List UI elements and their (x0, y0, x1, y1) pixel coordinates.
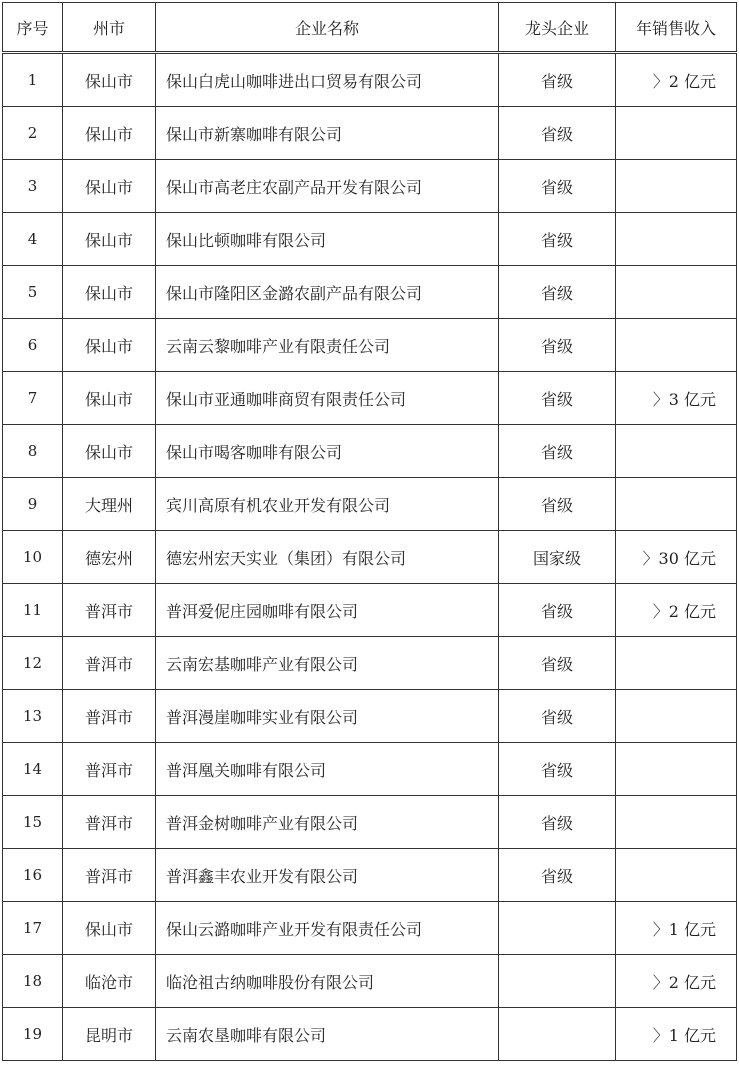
table-row (3, 743, 737, 796)
company-name-cell: 保山比顿咖啡有限公司 (156, 213, 499, 266)
table-row (3, 319, 737, 372)
table-row (3, 955, 737, 1008)
leading-level-cell: 省级 (499, 372, 616, 425)
table-row (3, 372, 737, 425)
leading-level-cell: 省级 (499, 425, 616, 478)
city-cell: 临沧市 (63, 955, 156, 1008)
table-row (3, 796, 737, 849)
annual-sales-cell (616, 743, 737, 796)
leading-level-cell: 国家级 (499, 531, 616, 584)
row-number-cell: 7 (3, 372, 63, 425)
annual-sales-cell: 〉2 亿元 (616, 53, 737, 107)
leading-level-cell: 省级 (499, 319, 616, 372)
table-row (3, 266, 737, 319)
leading-level-cell: 省级 (499, 849, 616, 902)
annual-sales-cell (616, 266, 737, 319)
annual-sales-cell (616, 425, 737, 478)
annual-sales-cell: 〉30 亿元 (616, 531, 737, 584)
row-number-cell: 16 (3, 849, 63, 902)
company-name-cell: 普洱鑫丰农业开发有限公司 (156, 849, 499, 902)
company-name-cell: 临沧祖古纳咖啡股份有限公司 (156, 955, 499, 1008)
header-serial-number: 序号 (3, 3, 63, 53)
city-cell: 保山市 (63, 319, 156, 372)
row-number-cell: 14 (3, 743, 63, 796)
table-row (3, 531, 737, 584)
city-cell: 大理州 (63, 478, 156, 531)
table-row (3, 849, 737, 902)
table-row (3, 160, 737, 213)
annual-sales-cell (616, 160, 737, 213)
company-name-cell: 保山白虎山咖啡进出口贸易有限公司 (156, 53, 499, 107)
city-cell: 普洱市 (63, 796, 156, 849)
annual-sales-cell: 〉1 亿元 (616, 902, 737, 955)
row-number-cell: 3 (3, 160, 63, 213)
header-annual-sales: 年销售收入 (616, 3, 737, 53)
leading-level-cell: 省级 (499, 743, 616, 796)
company-name-cell: 保山市隆阳区金潞农副产品有限公司 (156, 266, 499, 319)
annual-sales-cell (616, 213, 737, 266)
city-cell: 保山市 (63, 902, 156, 955)
company-name-cell: 云南云黎咖啡产业有限责任公司 (156, 319, 499, 372)
leading-level-cell: 省级 (499, 53, 616, 107)
annual-sales-cell: 〉1 亿元 (616, 1008, 737, 1061)
leading-level-cell (499, 1008, 616, 1061)
annual-sales-cell (616, 107, 737, 160)
annual-sales-cell (616, 849, 737, 902)
city-cell: 普洱市 (63, 690, 156, 743)
table-header (3, 3, 737, 53)
leading-level-cell: 省级 (499, 107, 616, 160)
company-name-cell: 保山市喝客咖啡有限公司 (156, 425, 499, 478)
leading-level-cell: 省级 (499, 478, 616, 531)
leading-level-cell: 省级 (499, 160, 616, 213)
city-cell: 保山市 (63, 266, 156, 319)
annual-sales-cell (616, 637, 737, 690)
header-leading-enterprise: 龙头企业 (499, 3, 616, 53)
header-row (3, 3, 737, 53)
table-row (3, 1008, 737, 1061)
leading-level-cell: 省级 (499, 266, 616, 319)
table-row (3, 213, 737, 266)
city-cell: 普洱市 (63, 584, 156, 637)
row-number-cell: 19 (3, 1008, 63, 1061)
row-number-cell: 1 (3, 53, 63, 107)
header-company-name: 企业名称 (156, 3, 499, 53)
company-name-cell: 保山市高老庄农副产品开发有限公司 (156, 160, 499, 213)
row-number-cell: 15 (3, 796, 63, 849)
leading-level-cell: 省级 (499, 796, 616, 849)
table-row (3, 902, 737, 955)
row-number-cell: 11 (3, 584, 63, 637)
city-cell: 保山市 (63, 425, 156, 478)
company-name-cell: 保山市新寨咖啡有限公司 (156, 107, 499, 160)
company-name-cell: 普洱漫崖咖啡实业有限公司 (156, 690, 499, 743)
city-cell: 保山市 (63, 372, 156, 425)
row-number-cell: 4 (3, 213, 63, 266)
table-body (3, 53, 737, 1061)
table-row (3, 107, 737, 160)
table-row (3, 53, 737, 107)
company-name-cell: 宾川高原有机农业开发有限公司 (156, 478, 499, 531)
enterprise-table (2, 2, 737, 1061)
company-name-cell: 普洱爱伲庄园咖啡有限公司 (156, 584, 499, 637)
company-name-cell: 普洱凰关咖啡有限公司 (156, 743, 499, 796)
annual-sales-cell (616, 796, 737, 849)
table-row (3, 690, 737, 743)
row-number-cell: 10 (3, 531, 63, 584)
table-row (3, 478, 737, 531)
row-number-cell: 2 (3, 107, 63, 160)
row-number-cell: 6 (3, 319, 63, 372)
header-city: 州市 (63, 3, 156, 53)
annual-sales-cell (616, 690, 737, 743)
table-row (3, 637, 737, 690)
city-cell: 普洱市 (63, 849, 156, 902)
city-cell: 保山市 (63, 107, 156, 160)
leading-level-cell (499, 902, 616, 955)
leading-level-cell: 省级 (499, 584, 616, 637)
row-number-cell: 18 (3, 955, 63, 1008)
city-cell: 德宏州 (63, 531, 156, 584)
table-row (3, 425, 737, 478)
city-cell: 昆明市 (63, 1008, 156, 1061)
row-number-cell: 13 (3, 690, 63, 743)
annual-sales-cell: 〉2 亿元 (616, 955, 737, 1008)
city-cell: 保山市 (63, 213, 156, 266)
row-number-cell: 17 (3, 902, 63, 955)
company-name-cell: 保山云潞咖啡产业开发有限责任公司 (156, 902, 499, 955)
row-number-cell: 8 (3, 425, 63, 478)
row-number-cell: 9 (3, 478, 63, 531)
company-name-cell: 云南宏基咖啡产业有限公司 (156, 637, 499, 690)
leading-level-cell: 省级 (499, 213, 616, 266)
leading-level-cell (499, 955, 616, 1008)
leading-level-cell: 省级 (499, 690, 616, 743)
row-number-cell: 5 (3, 266, 63, 319)
annual-sales-cell (616, 319, 737, 372)
company-name-cell: 普洱金树咖啡产业有限公司 (156, 796, 499, 849)
company-name-cell: 保山市亚通咖啡商贸有限责任公司 (156, 372, 499, 425)
table-row (3, 584, 737, 637)
city-cell: 保山市 (63, 160, 156, 213)
city-cell: 普洱市 (63, 743, 156, 796)
annual-sales-cell: 〉2 亿元 (616, 584, 737, 637)
company-name-cell: 德宏州宏天实业（集团）有限公司 (156, 531, 499, 584)
leading-level-cell: 省级 (499, 637, 616, 690)
city-cell: 保山市 (63, 53, 156, 107)
annual-sales-cell: 〉3 亿元 (616, 372, 737, 425)
row-number-cell: 12 (3, 637, 63, 690)
annual-sales-cell (616, 478, 737, 531)
city-cell: 普洱市 (63, 637, 156, 690)
company-name-cell: 云南农垦咖啡有限公司 (156, 1008, 499, 1061)
